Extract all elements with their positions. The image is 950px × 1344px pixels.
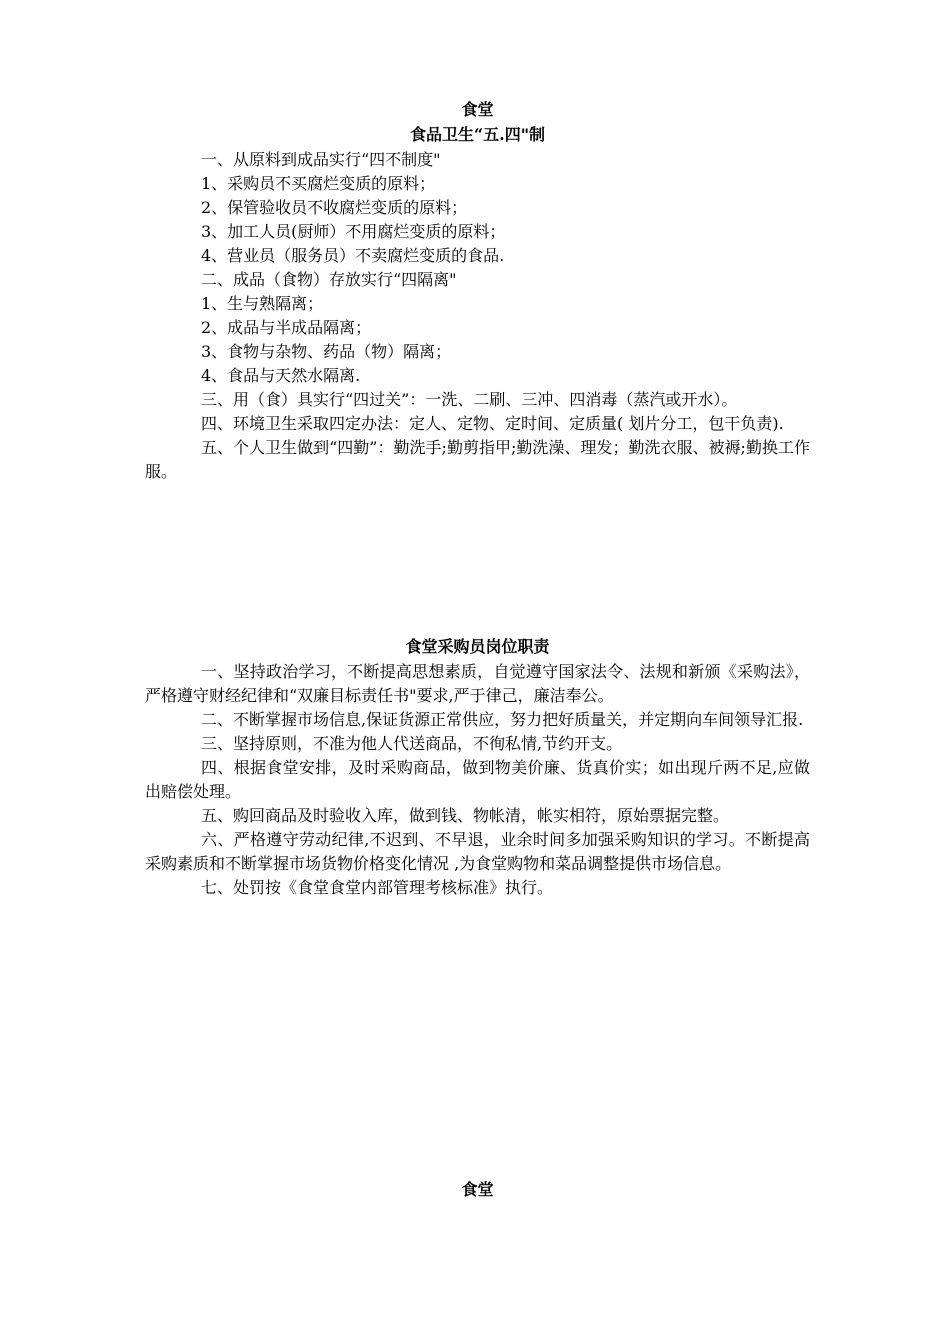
paragraph: 六、严格遵守劳动纪律,不迟到、不早退，业余时间多加强采购知识的学习。不断提高采购素质和不断掌握市场货物价格变化情况 ,为食堂购物和菜品调整提供市场信息。 xyxy=(145,830,810,873)
section-title-food-hygiene: 食品卫生“五.四"制 xyxy=(409,125,546,144)
paragraph: 1、采购员不买腐烂变质的原料； xyxy=(201,174,436,193)
page-footer-title: 食堂 xyxy=(461,1180,494,1199)
paragraph: 七、处罚按《食堂食堂内部管理考核标准》执行。 xyxy=(201,878,554,897)
paragraph: 五、个人卫生做到“四勤”：勤洗手;勤剪指甲;勤洗澡、理发；勤洗衣服、被褥;勤换工作服。 xyxy=(145,438,810,481)
paragraph: 五、购回商品及时验收入库，做到钱、物帐清，帐实相符，原始票据完整。 xyxy=(201,806,730,825)
paragraph: 3、食物与杂物、药品（物）隔离； xyxy=(201,342,452,361)
paragraph: 2、保管验收员不收腐烂变质的原料； xyxy=(201,198,468,217)
page-title: 食堂 xyxy=(461,100,494,119)
food-hygiene-rules xyxy=(145,148,810,484)
paragraph: 一、坚持政治学习，不断提高思想素质，自觉遵守国家法令、法规和新颁《采购法》，严格遵守财经纪律和“双廉目标责任书"要求,严于律己，廉洁奉公。 xyxy=(145,662,810,705)
paragraph: 四、根据食堂安排，及时采购商品，做到物美价廉、货真价实；如出现斤两不足,应做出赔偿处理。 xyxy=(145,758,810,801)
paragraph: 2、成品与半成品隔离； xyxy=(201,318,372,337)
paragraph: 三、用（食）具实行“四过关”：一洗、二刷、三冲、四消毒（蒸汽或开水）。 xyxy=(201,390,738,409)
paragraph: 三、坚持原则，不准为他人代送商品，不徇私情,节约开支。 xyxy=(201,734,623,753)
paragraph: 3、加工人员(厨师）不用腐烂变质的原料； xyxy=(201,222,506,241)
paragraph: 一、从原料到成品实行“四不制度" xyxy=(201,150,441,169)
section-title-purchaser-duties: 食堂采购员岗位职责 xyxy=(405,637,550,656)
purchaser-duties xyxy=(145,660,810,900)
paragraph: 1、生与熟隔离； xyxy=(201,294,324,313)
paragraph: 4、食品与天然水隔离. xyxy=(201,366,361,385)
paragraph: 四、环境卫生采取四定办法：定人、定物、定时间、定质量( 划片分工，包干负责). xyxy=(201,414,784,433)
paragraph: 二、成品（食物）存放实行“四隔离" xyxy=(201,270,457,289)
paragraph: 4、营业员（服务员）不卖腐烂变质的食品. xyxy=(201,246,505,265)
paragraph: 二、不断掌握市场信息,保证货源正常供应，努力把好质量关，并定期向车间领导汇报. xyxy=(201,710,804,729)
